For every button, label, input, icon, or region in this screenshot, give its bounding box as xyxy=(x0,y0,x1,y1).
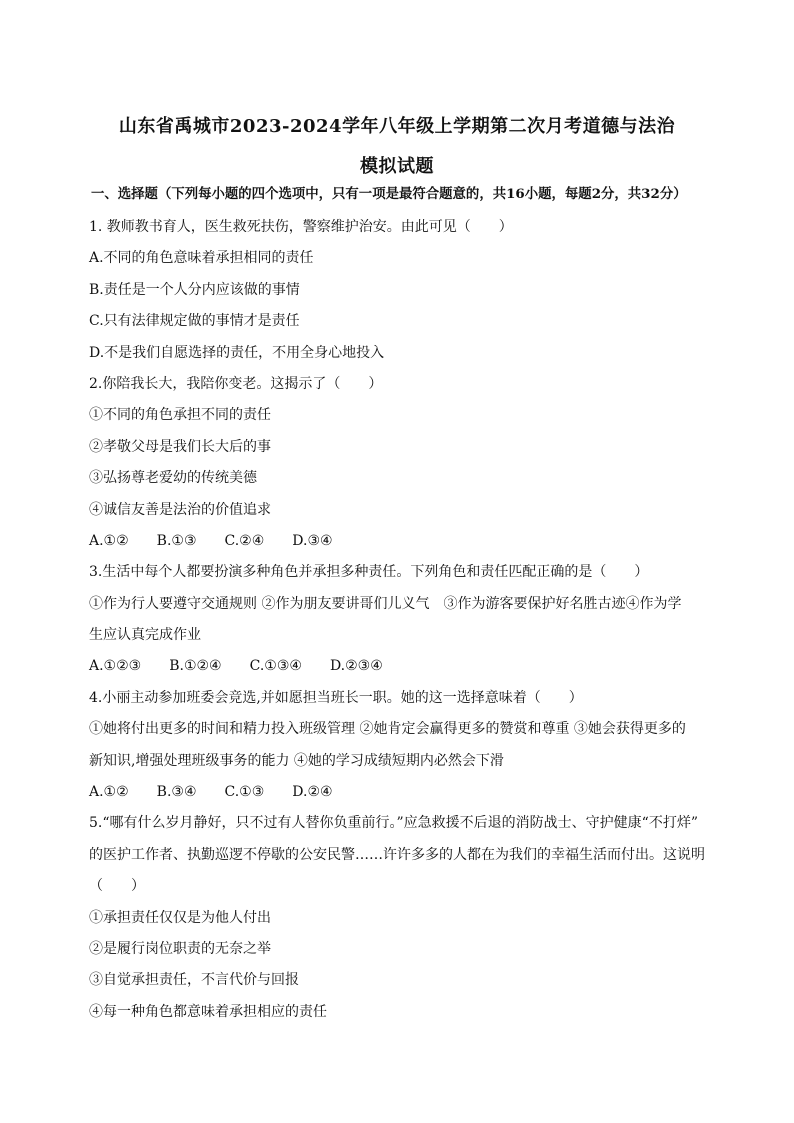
questions xyxy=(89,212,711,1028)
question-3-statements-line-1: ①作为行人要遵守交通规则 ②作为朋友要讲哥们儿义气 ③作为游客要保护好名胜古迹④作为学 xyxy=(89,595,682,612)
question-3-stem: 3.生活中每个人都要扮演多种角色并承担多种责任。下列角色和责任匹配正确的是（ ） xyxy=(89,564,649,581)
question-1-option-c: C.只有法律规定做的事情才是责任 xyxy=(89,313,300,330)
question-2-statement-3: ③弘扬尊老爱幼的传统美德 xyxy=(89,470,257,487)
section-heading: 一、选择题（下列每小题的四个选项中，只有一项是最符合题意的，共16小题，每题2分，共32分） xyxy=(91,186,687,202)
question-4-option-c: C.①③ xyxy=(224,784,265,801)
question-5-statement-1: ①承担责任仅仅是为他人付出 xyxy=(89,909,271,926)
question-2-option-b: B.①③ xyxy=(156,532,197,549)
question-2-stem: 2.你陪我长大，我陪你变老。这揭示了（ ） xyxy=(89,375,383,392)
question-3-option-b: B.①②④ xyxy=(169,658,222,675)
question-1-option-d: D.不是我们自愿选择的责任，不用全身心地投入 xyxy=(89,344,385,361)
question-1-option-b: B.责任是一个人分内应该做的事情 xyxy=(89,281,300,298)
question-3-option-c: C.①③④ xyxy=(249,658,302,675)
question-1-option-a: A.不同的角色意味着承担相同的责任 xyxy=(89,250,314,267)
question-5-statement-2: ②是履行岗位职责的无奈之举 xyxy=(89,940,271,957)
question-3-statements-line-2: 生应认真完成作业 xyxy=(89,627,201,644)
question-2-option-d: D.③④ xyxy=(292,532,333,549)
question-4-statements-line-1: ①她将付出更多的时间和精力投入班级管理 ②她肯定会赢得更多的赞赏和尊重 ③她会获得更多的 xyxy=(89,721,686,738)
question-2-option-c: C.②④ xyxy=(224,532,265,549)
question-5-statement-4: ④每一种角色都意味着承担相应的责任 xyxy=(89,1003,327,1020)
question-5-statement-3: ③自觉承担责任，不言代价与回报 xyxy=(89,972,299,989)
question-2-statement-4: ④诚信友善是法治的价值追求 xyxy=(89,501,271,518)
question-4-option-d: D.②④ xyxy=(292,784,333,801)
question-3-options xyxy=(89,651,711,682)
question-3-option-d: D.②③④ xyxy=(329,658,383,675)
question-2-options xyxy=(89,526,711,557)
question-2-statement-2: ②孝敬父母是我们长大后的事 xyxy=(89,438,271,455)
question-5-stem-line-2: 的医护工作者、执勤巡逻不停歇的公安民警……许许多多的人都在为我们的幸福生活而付出。这说明 xyxy=(89,846,705,863)
question-4-statements-line-2: 新知识,增强处理班级事务的能力 ④她的学习成绩短期内必然会下滑 xyxy=(89,752,504,769)
question-4-option-a: A.①② xyxy=(89,784,129,801)
question-5-stem-line-1: 5.“哪有什么岁月静好，只不过有人替你负重前行。”应急救援不后退的消防战士、守护健康“不打烊” xyxy=(89,815,698,832)
question-3-option-a: A.①②③ xyxy=(89,658,142,675)
document-title: 山东省禹城市2023-2024学年八年级上学期第二次月考道德与法治 xyxy=(118,116,676,137)
question-2-statement-1: ①不同的角色承担不同的责任 xyxy=(89,407,271,424)
question-2-option-a: A.①② xyxy=(89,532,129,549)
document-subtitle: 模拟试题 xyxy=(360,156,434,177)
question-1-stem: 1. 教师教书育人，医生救死扶伤，警察维护治安。由此可见（ ） xyxy=(89,219,513,235)
question-4-options xyxy=(89,777,711,808)
question-5-stem-line-3: （ ） xyxy=(89,878,145,895)
question-4-stem: 4.小丽主动参加班委会竞选,并如愿担当班长一职。她的这一选择意味着（ ） xyxy=(89,689,583,706)
question-4-option-b: B.③④ xyxy=(156,784,197,801)
